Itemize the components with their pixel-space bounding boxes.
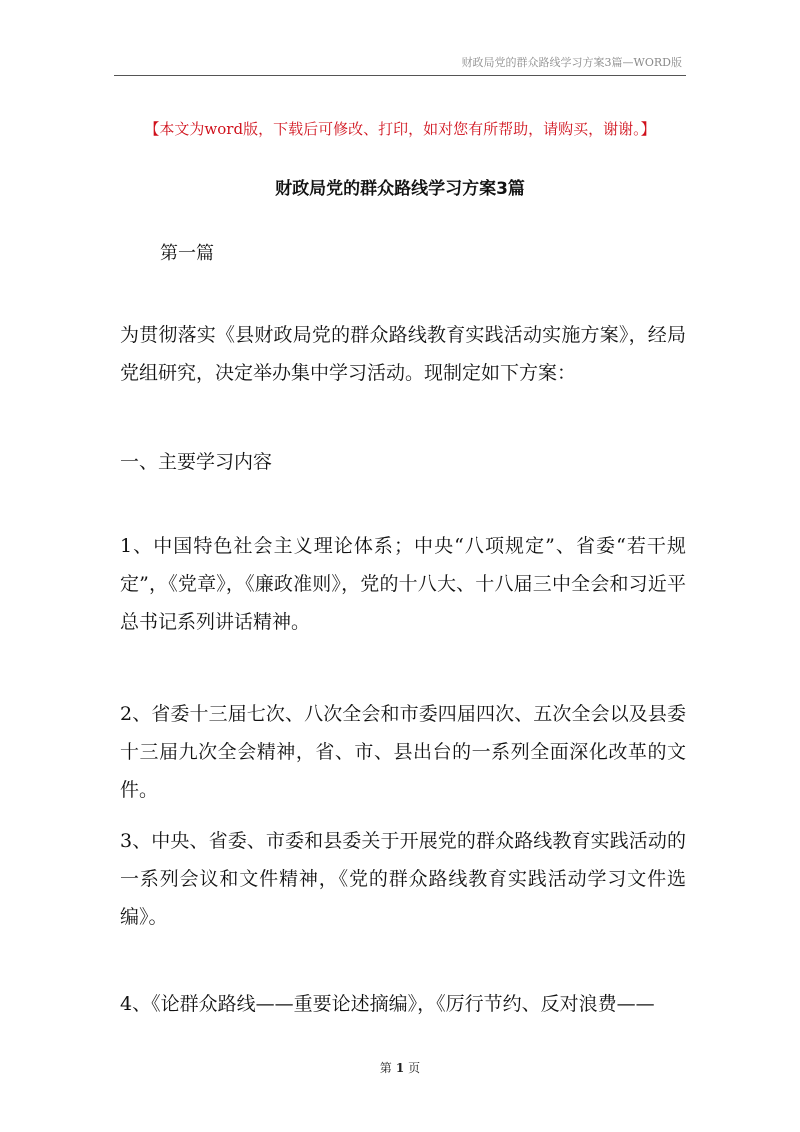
header-divider xyxy=(114,75,686,76)
page-number: 1 xyxy=(395,1061,405,1075)
list-item-4: 4、《论群众路线——重要论述摘编》，《厉行节约、反对浪费—— xyxy=(120,993,655,1015)
list-item-3: 3、中央、省委、市委和县委关于开展党的群众路线教育实践活动的一系列会议和文件精神，《党的群众路线教育实践活动学习文件选编》。 xyxy=(120,830,686,928)
page-prefix: 第 xyxy=(379,1061,392,1075)
section-label: 第一篇 xyxy=(160,243,214,264)
list-item-1: 1、中国特色社会主义理论体系；中央“八项规定”、省委“若干规定”，《党章》，《廉政准则》，党的十八大、十八届三中全会和习近平总书记系列讲话精神。 xyxy=(120,535,686,633)
page-footer xyxy=(0,1059,800,1076)
page-suffix: 页 xyxy=(408,1061,421,1075)
heading-study-content: 一、主要学习内容 xyxy=(120,451,273,473)
document-title: 财政局党的群众路线学习方案3篇 xyxy=(275,179,525,199)
running-header: 财政局党的群众路线学习方案3篇—WORD版 xyxy=(461,56,682,69)
list-item-2: 2、省委十三届七次、八次全会和市委四届四次、五次全会以及县委十三届九次全会精神，省、市、县出台的一系列全面深化改革的文件。 xyxy=(120,703,686,801)
download-notice: 【本文为word版，下载后可修改、打印，如对您有所帮助，请购买，谢谢。】 xyxy=(144,120,656,138)
paragraph-intro: 为贯彻落实《县财政局党的群众路线教育实践活动实施方案》，经局党组研究，决定举办集中学习活动。现制定如下方案： xyxy=(120,324,686,384)
